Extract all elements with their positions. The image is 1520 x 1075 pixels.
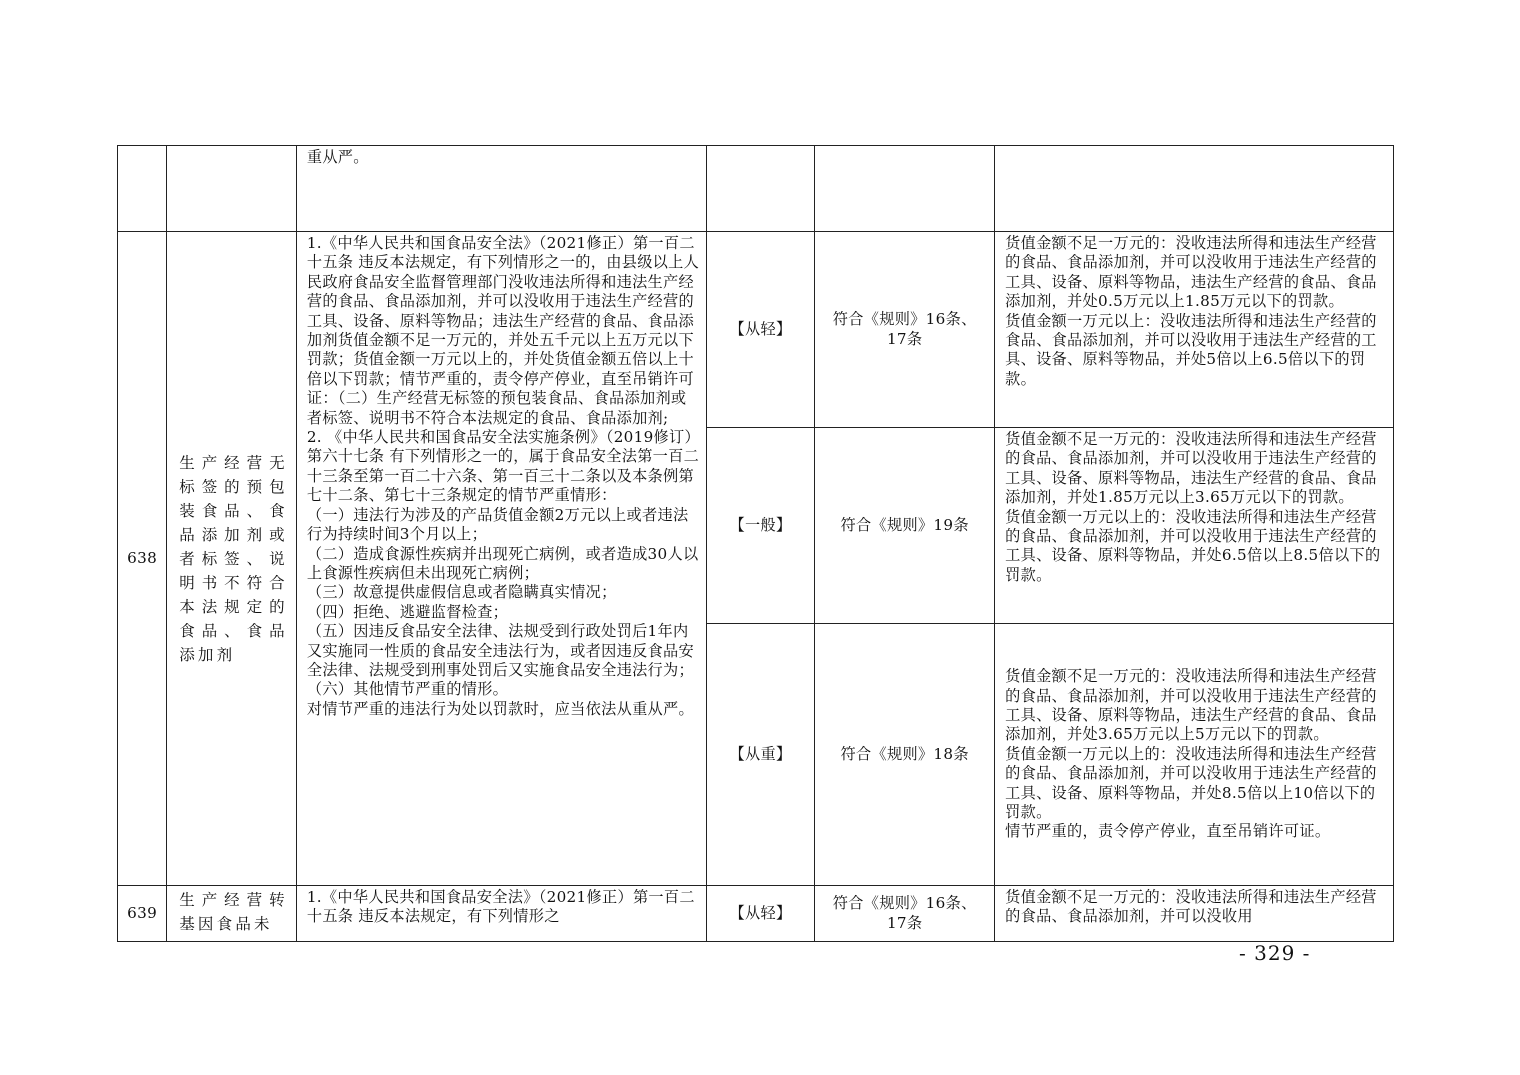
table-row-continuation [118,146,1394,232]
cell-standard-empty [995,146,1394,232]
legal-basis-cell [296,232,706,886]
discretion-level: 【从轻】 [729,319,792,338]
violation-name: 生产经营转基因食品未 [179,891,288,933]
penalty-standards-table [117,145,1394,942]
penalty-standard-cell [995,232,1394,428]
discretion-level-cell [706,232,815,428]
table-row-638-lenient [118,232,1394,428]
penalty-standard-cell [995,886,1394,942]
discretion-level-cell [706,624,815,886]
penalty-standard: 货值金额不足一万元的：没收违法所得和违法生产经营的食品、食品添加剂，并可以没收用 [1005,888,1377,926]
item-number: 638 [127,548,158,567]
legal-basis-text: 1.《中华人民共和国食品安全法》（2021修正）第一百二十五条 违反本法规定，有下列情形之 [306,888,695,926]
item-number-cell [118,886,167,942]
discretion-level: 【从重】 [729,744,792,763]
applicable-condition-cell [815,232,995,428]
penalty-standard-cell [995,624,1394,886]
table-row-639 [118,886,1394,942]
applicable-condition: 符合《规则》16条、 17条 [832,894,977,932]
discretion-level-cell [706,886,815,942]
item-number: 639 [127,903,158,922]
legal-basis-cell [296,886,706,942]
cell-num-empty [118,146,167,232]
discretion-level: 【一般】 [729,515,792,534]
discretion-level-cell [706,428,815,624]
violation-name-cell [167,886,297,942]
cell-condition-empty [815,146,995,232]
penalty-standard-cell [995,428,1394,624]
page-number: - 329 - [1239,941,1311,965]
cell-name-empty [167,146,297,232]
item-number-cell [118,232,167,886]
penalty-standard: 货值金额不足一万元的：没收违法所得和违法生产经营的食品、食品添加剂，并可以没收用于违法生产经营的工具、设备、原料等物品，违法生产经营的食品、食品添加剂，并处3.65万元以上5万元以下的罚款。 货值金额一万元以上的：没收违法所得和违法生产经营的食品、食品添加剂，并可以没收用于违法生产经营的工具、设备、原料等物品，并处8.5倍以上10倍以下的罚款。 情节严重的，责令停产停业，直至吊销许可证。 [1005,667,1377,841]
applicable-condition: 符合《规则》16条、 17条 [832,310,977,348]
basis-tail-text: 重从严。 [306,148,369,166]
legal-basis-text: 1.《中华人民共和国食品安全法》（2021修正）第一百二十五条 违反本法规定，有下列情形之一的，由县级以上人民政府食品安全监督管理部门没收违法所得和违法生产经营的食品、食品添加剂，并可以没收用于违法生产经营的工具、设备、原料等物品；违法生产经营的食品、食品添加剂货值金额不足一万元的，并处五千元以上五万元以下罚款；货值金额一万元以上的，并处货值金额五倍以上十倍以下罚款；情节严重的，责令停产停业，直至吊销许可证：（二）生产经营无标签的预包装食品、食品添加剂或者标签、说明书不符合本法规定的食品、食品添加剂; 2. 《中华人民共和国食品安全法实施条例》（2019修订）第六十七条 有下列情形之一的，属于食品安全法第一百二十三条至第一百二十六条、第一百三十二条以及本条例第七十二条、第七十三条规定的情节严重情形： （一）违法行为涉及的产品货值金额2万元以上或者违法行为持续时间3个月以上； （二）造成食源性疾病并出现死亡病例，或者造成30人以上食源性疾病但未出现死亡病例； （三）故意提供虚假信息或者隐瞒真实情况； （四）拒绝、逃避监督检查； （五）因违反食品安全法律、法规受到行政处罚后1年内又实施同一性质的食品安全违法行为，或者因违反食品安全法律、法规受到刑事处罚后又实施食品安全违法行为； （六）其他情节严重的情形。 对情节严重的违法行为处以罚款时，应当依法从重从严。 [306,234,700,718]
cell-level-empty [706,146,815,232]
violation-name-cell [167,232,297,886]
cell-basis-continuation [296,146,706,232]
penalty-standard: 货值金额不足一万元的：没收违法所得和违法生产经营的食品、食品添加剂，并可以没收用于违法生产经营的工具、设备、原料等物品，违法生产经营的食品、食品添加剂，并处0.5万元以上1.85万元以下的罚款。 货值金额一万元以上：没收违法所得和违法生产经营的食品、食品添加剂，并可以没收用于违法生产经营的工具、设备、原料等物品，并处5倍以上6.5倍以下的罚款。 [1005,234,1377,388]
penalty-standard: 货值金额不足一万元的：没收违法所得和违法生产经营的食品、食品添加剂，并可以没收用于违法生产经营的工具、设备、原料等物品，违法生产经营的食品、食品添加剂，并处1.85万元以上3.65万元以下的罚款。 货值金额一万元以上的：没收违法所得和违法生产经营的食品、食品添加剂，并可以没收用于违法生产经营的工具、设备、原料等物品，并处6.5倍以上8.5倍以下的罚款。 [1005,430,1381,584]
applicable-condition: 符合《规则》19条 [840,515,969,534]
discretion-level: 【从轻】 [729,903,792,922]
applicable-condition-cell [815,886,995,942]
applicable-condition: 符合《规则》18条 [840,744,969,763]
violation-name: 生产经营无标签的预包装食品、食品添加剂或者标签、说明书不符合本法规定的食品、食品添加剂 [179,453,288,664]
applicable-condition-cell [815,624,995,886]
applicable-condition-cell [815,428,995,624]
